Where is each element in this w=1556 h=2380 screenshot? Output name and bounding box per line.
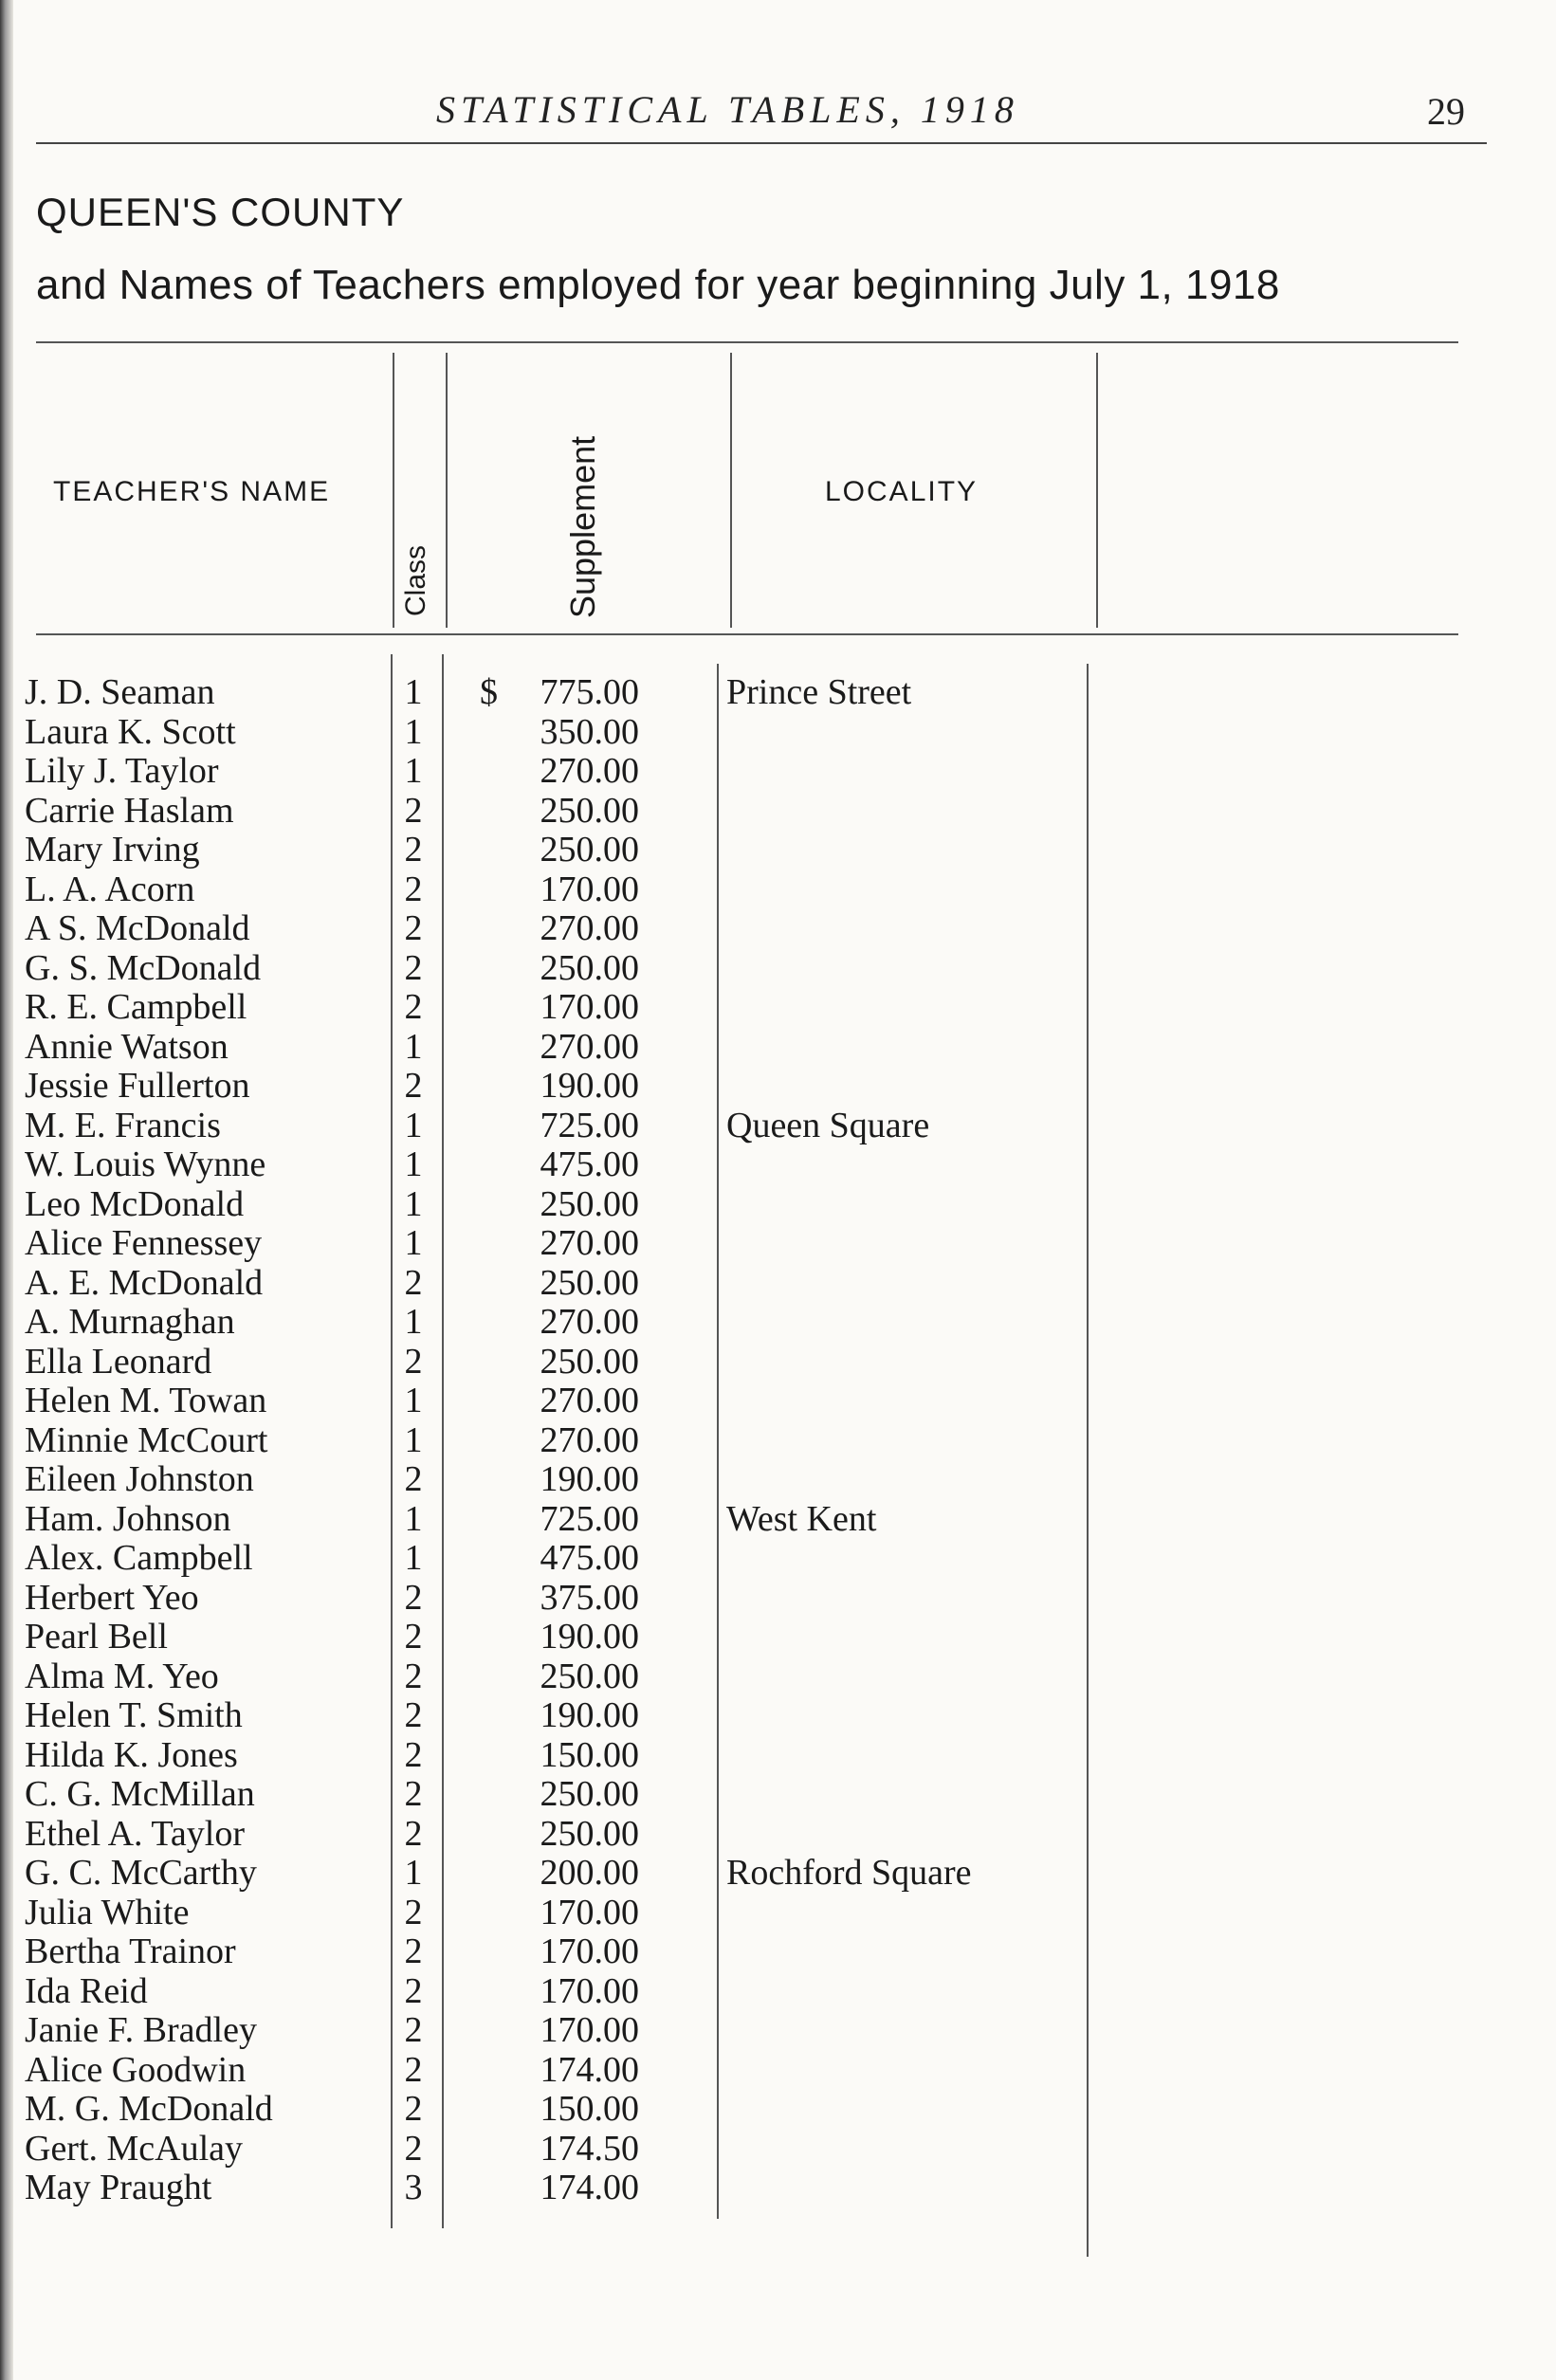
- column-divider: [393, 353, 394, 628]
- table-row: [0, 1972, 1556, 2012]
- teacher-class: 2: [404, 869, 423, 909]
- table-row: [0, 673, 1556, 713]
- supplement-amount: 200.00: [540, 1853, 639, 1893]
- table-row: [0, 1579, 1556, 1619]
- teacher-class: 2: [404, 2089, 423, 2129]
- header-bottom-rule: [36, 633, 1458, 635]
- running-head: [0, 87, 1556, 144]
- supplement-amount: 270.00: [540, 1302, 639, 1342]
- teacher-class: 2: [404, 2128, 423, 2169]
- teacher-name: Ida Reid: [25, 1970, 148, 2011]
- teacher-name: Ella Leonard: [25, 1341, 212, 1382]
- locality-name: Rochford Square: [726, 1853, 972, 1893]
- column-header-class: Class: [400, 544, 431, 616]
- supplement-amount: 150.00: [540, 2089, 639, 2129]
- column-divider: [730, 353, 732, 628]
- table-row: [0, 1932, 1556, 1972]
- table-row: [0, 909, 1556, 949]
- teacher-class: 2: [404, 1734, 423, 1775]
- teacher-class: 2: [404, 1617, 423, 1657]
- supplement-amount: 150.00: [540, 1734, 639, 1775]
- supplement-amount: 190.00: [540, 1617, 639, 1657]
- supplement-amount: 174.00: [540, 2168, 639, 2207]
- teacher-name: Minnie McCourt: [25, 1419, 268, 1460]
- teacher-class: 2: [404, 830, 423, 870]
- column-header-supplement: Supplement: [563, 435, 602, 618]
- teacher-class: 2: [404, 1066, 423, 1106]
- table-row: [0, 1107, 1556, 1146]
- teacher-name: Leo McDonald: [25, 1183, 245, 1224]
- table-row: [0, 1067, 1556, 1107]
- teacher-name: J. D. Seaman: [25, 672, 215, 712]
- table-row: [0, 1696, 1556, 1736]
- table-row: [0, 1421, 1556, 1461]
- teacher-class: 1: [404, 751, 423, 791]
- supplement-amount: 174.50: [540, 2128, 639, 2169]
- header-rule: [36, 142, 1487, 144]
- table-row: [0, 870, 1556, 910]
- teacher-name: L. A. Acorn: [25, 869, 195, 909]
- teacher-class: 2: [404, 2010, 423, 2050]
- supplement-amount: 270.00: [540, 751, 639, 791]
- supplement-amount: 170.00: [540, 1892, 639, 1932]
- supplement-amount: 475.00: [540, 1538, 639, 1578]
- teacher-class: 1: [404, 1381, 423, 1420]
- teacher-name: Eileen Johnston: [25, 1459, 254, 1499]
- supplement-amount: 725.00: [540, 1498, 639, 1539]
- supplement-amount: 775.00: [540, 672, 639, 712]
- teacher-name: Alice Fennessey: [25, 1223, 263, 1263]
- teacher-name: Julia White: [25, 1892, 190, 1932]
- teacher-name: Alex. Campbell: [25, 1538, 253, 1578]
- teacher-class: 2: [404, 2049, 423, 2090]
- supplement-amount: 190.00: [540, 1459, 639, 1499]
- teacher-class: 1: [404, 1853, 423, 1893]
- teacher-class: 1: [404, 1026, 423, 1067]
- teacher-class: 2: [404, 790, 423, 831]
- teacher-class: 1: [404, 1183, 423, 1224]
- running-title: STATISTICAL TABLES, 1918: [436, 88, 1019, 131]
- teacher-name: Ethel A. Taylor: [25, 1813, 245, 1854]
- table-row: [0, 1894, 1556, 1933]
- teacher-class: 1: [404, 1223, 423, 1263]
- supplement-amount: 250.00: [540, 830, 639, 870]
- teacher-name: Hilda K. Jones: [25, 1734, 238, 1775]
- teacher-class: 2: [404, 1813, 423, 1854]
- teacher-class: 2: [404, 947, 423, 988]
- table-subtitle: and Names of Teachers employed for year beginning July 1, 1918: [36, 262, 1280, 308]
- supplement-amount: 250.00: [540, 1183, 639, 1224]
- table-row: [0, 792, 1556, 832]
- teacher-name: Carrie Haslam: [25, 790, 234, 831]
- teacher-table-body: [0, 673, 1556, 2208]
- supplement-amount: 174.00: [540, 2049, 639, 2090]
- supplement-amount: 170.00: [540, 1931, 639, 1971]
- teacher-class: 2: [404, 1341, 423, 1382]
- table-row: [0, 949, 1556, 989]
- column-header-locality: LOCALITY: [825, 476, 979, 507]
- teacher-class: 3: [404, 2168, 423, 2207]
- teacher-class: 2: [404, 1970, 423, 2011]
- supplement-amount: 270.00: [540, 1026, 639, 1067]
- supplement-amount: 190.00: [540, 1695, 639, 1735]
- table-row: [0, 1343, 1556, 1382]
- teacher-name: Pearl Bell: [25, 1617, 168, 1657]
- teacher-name: G. C. McCarthy: [25, 1853, 257, 1893]
- teacher-name: A. E. McDonald: [25, 1262, 264, 1303]
- supplement-amount: 350.00: [540, 711, 639, 752]
- column-divider: [1096, 353, 1098, 628]
- table-row: [0, 1460, 1556, 1500]
- teacher-class: 1: [404, 1105, 423, 1145]
- supplement-amount: 375.00: [540, 1577, 639, 1618]
- teacher-name: Ham. Johnson: [25, 1498, 231, 1539]
- teacher-class: 1: [404, 1144, 423, 1184]
- table-row: [0, 988, 1556, 1028]
- teacher-class: 1: [404, 1498, 423, 1539]
- teacher-name: Herbert Yeo: [25, 1577, 199, 1618]
- table-row: [0, 1657, 1556, 1697]
- teacher-name: Janie F. Bradley: [25, 2010, 257, 2050]
- table-row: [0, 1736, 1556, 1776]
- teacher-class: 2: [404, 1459, 423, 1499]
- table-row: [0, 2130, 1556, 2169]
- table-row: [0, 1145, 1556, 1185]
- supplement-amount: 170.00: [540, 1970, 639, 2011]
- table-row: [0, 831, 1556, 870]
- supplement-amount: 270.00: [540, 908, 639, 948]
- table-row: [0, 1224, 1556, 1264]
- column-header-name: TEACHER'S NAME: [53, 476, 331, 507]
- supplement-amount: 250.00: [540, 1813, 639, 1854]
- teacher-class: 1: [404, 711, 423, 752]
- teacher-class: 2: [404, 908, 423, 948]
- table-row: [0, 1539, 1556, 1579]
- teacher-name: M. G. McDonald: [25, 2089, 273, 2129]
- teacher-name: Helen M. Towan: [25, 1381, 267, 1420]
- teacher-name: Lily J. Taylor: [25, 751, 219, 791]
- table-row: [0, 1028, 1556, 1068]
- locality-name: West Kent: [726, 1498, 877, 1539]
- teacher-class: 1: [404, 672, 423, 712]
- table-row: [0, 752, 1556, 792]
- supplement-amount: 475.00: [540, 1144, 639, 1184]
- teacher-class: 2: [404, 1774, 423, 1814]
- teacher-name: Helen T. Smith: [25, 1695, 243, 1735]
- teacher-name: Bertha Trainor: [25, 1931, 236, 1971]
- teacher-name: R. E. Campbell: [25, 987, 247, 1027]
- table-row: [0, 1303, 1556, 1343]
- table-row: [0, 1618, 1556, 1657]
- table-row: [0, 2051, 1556, 2091]
- table-row: [0, 1264, 1556, 1304]
- supplement-amount: 250.00: [540, 1774, 639, 1814]
- supplement-amount: 170.00: [540, 987, 639, 1027]
- teacher-class: 2: [404, 1656, 423, 1696]
- table-top-rule: [36, 341, 1458, 343]
- teacher-name: Gert. McAulay: [25, 2128, 244, 2169]
- teacher-class: 2: [404, 1892, 423, 1932]
- teacher-name: Annie Watson: [25, 1026, 229, 1067]
- locality-name: Prince Street: [726, 672, 912, 712]
- table-row: [0, 2090, 1556, 2130]
- table-row: [0, 1854, 1556, 1894]
- county-title: QUEEN'S COUNTY: [36, 190, 405, 234]
- supplement-amount: 250.00: [540, 1341, 639, 1382]
- teacher-name: A. Murnaghan: [25, 1302, 235, 1342]
- teacher-name: Alma M. Yeo: [25, 1656, 219, 1696]
- supplement-amount: 270.00: [540, 1223, 639, 1263]
- teacher-class: 1: [404, 1302, 423, 1342]
- supplement-amount: 250.00: [540, 947, 639, 988]
- table-row: [0, 1500, 1556, 1540]
- supplement-amount: 250.00: [540, 1656, 639, 1696]
- table-row: [0, 1185, 1556, 1225]
- page-number: 29: [1427, 90, 1465, 133]
- table-row: [0, 2011, 1556, 2051]
- teacher-class: 1: [404, 1538, 423, 1578]
- teacher-class: 2: [404, 1695, 423, 1735]
- teacher-name: Jessie Fullerton: [25, 1066, 250, 1106]
- teacher-class: 2: [404, 987, 423, 1027]
- supplement-amount: 170.00: [540, 869, 639, 909]
- supplement-amount: 270.00: [540, 1381, 639, 1420]
- teacher-name: W. Louis Wynne: [25, 1144, 266, 1184]
- teacher-class: 2: [404, 1577, 423, 1618]
- supplement-amount: 270.00: [540, 1419, 639, 1460]
- supplement-amount: 250.00: [540, 1262, 639, 1303]
- table-row: [0, 1775, 1556, 1815]
- supplement-amount: 170.00: [540, 2010, 639, 2050]
- teacher-name: M. E. Francis: [25, 1105, 221, 1145]
- teacher-class: 2: [404, 1262, 423, 1303]
- teacher-name: May Praught: [25, 2168, 212, 2207]
- teacher-name: A S. McDonald: [25, 908, 250, 948]
- table-row: [0, 713, 1556, 753]
- teacher-class: 1: [404, 1419, 423, 1460]
- table-row: [0, 1815, 1556, 1855]
- table-row: [0, 2169, 1556, 2208]
- currency-symbol: $: [480, 672, 498, 712]
- supplement-amount: 250.00: [540, 790, 639, 831]
- column-divider: [446, 353, 448, 628]
- teacher-name: Laura K. Scott: [25, 711, 236, 752]
- teacher-name: G. S. McDonald: [25, 947, 262, 988]
- teacher-name: Mary Irving: [25, 830, 200, 870]
- locality-name: Queen Square: [726, 1105, 930, 1145]
- supplement-amount: 725.00: [540, 1105, 639, 1145]
- teacher-name: C. G. McMillan: [25, 1774, 255, 1814]
- table-row: [0, 1382, 1556, 1421]
- supplement-amount: 190.00: [540, 1066, 639, 1106]
- teacher-class: 2: [404, 1931, 423, 1971]
- teacher-name: Alice Goodwin: [25, 2049, 247, 2090]
